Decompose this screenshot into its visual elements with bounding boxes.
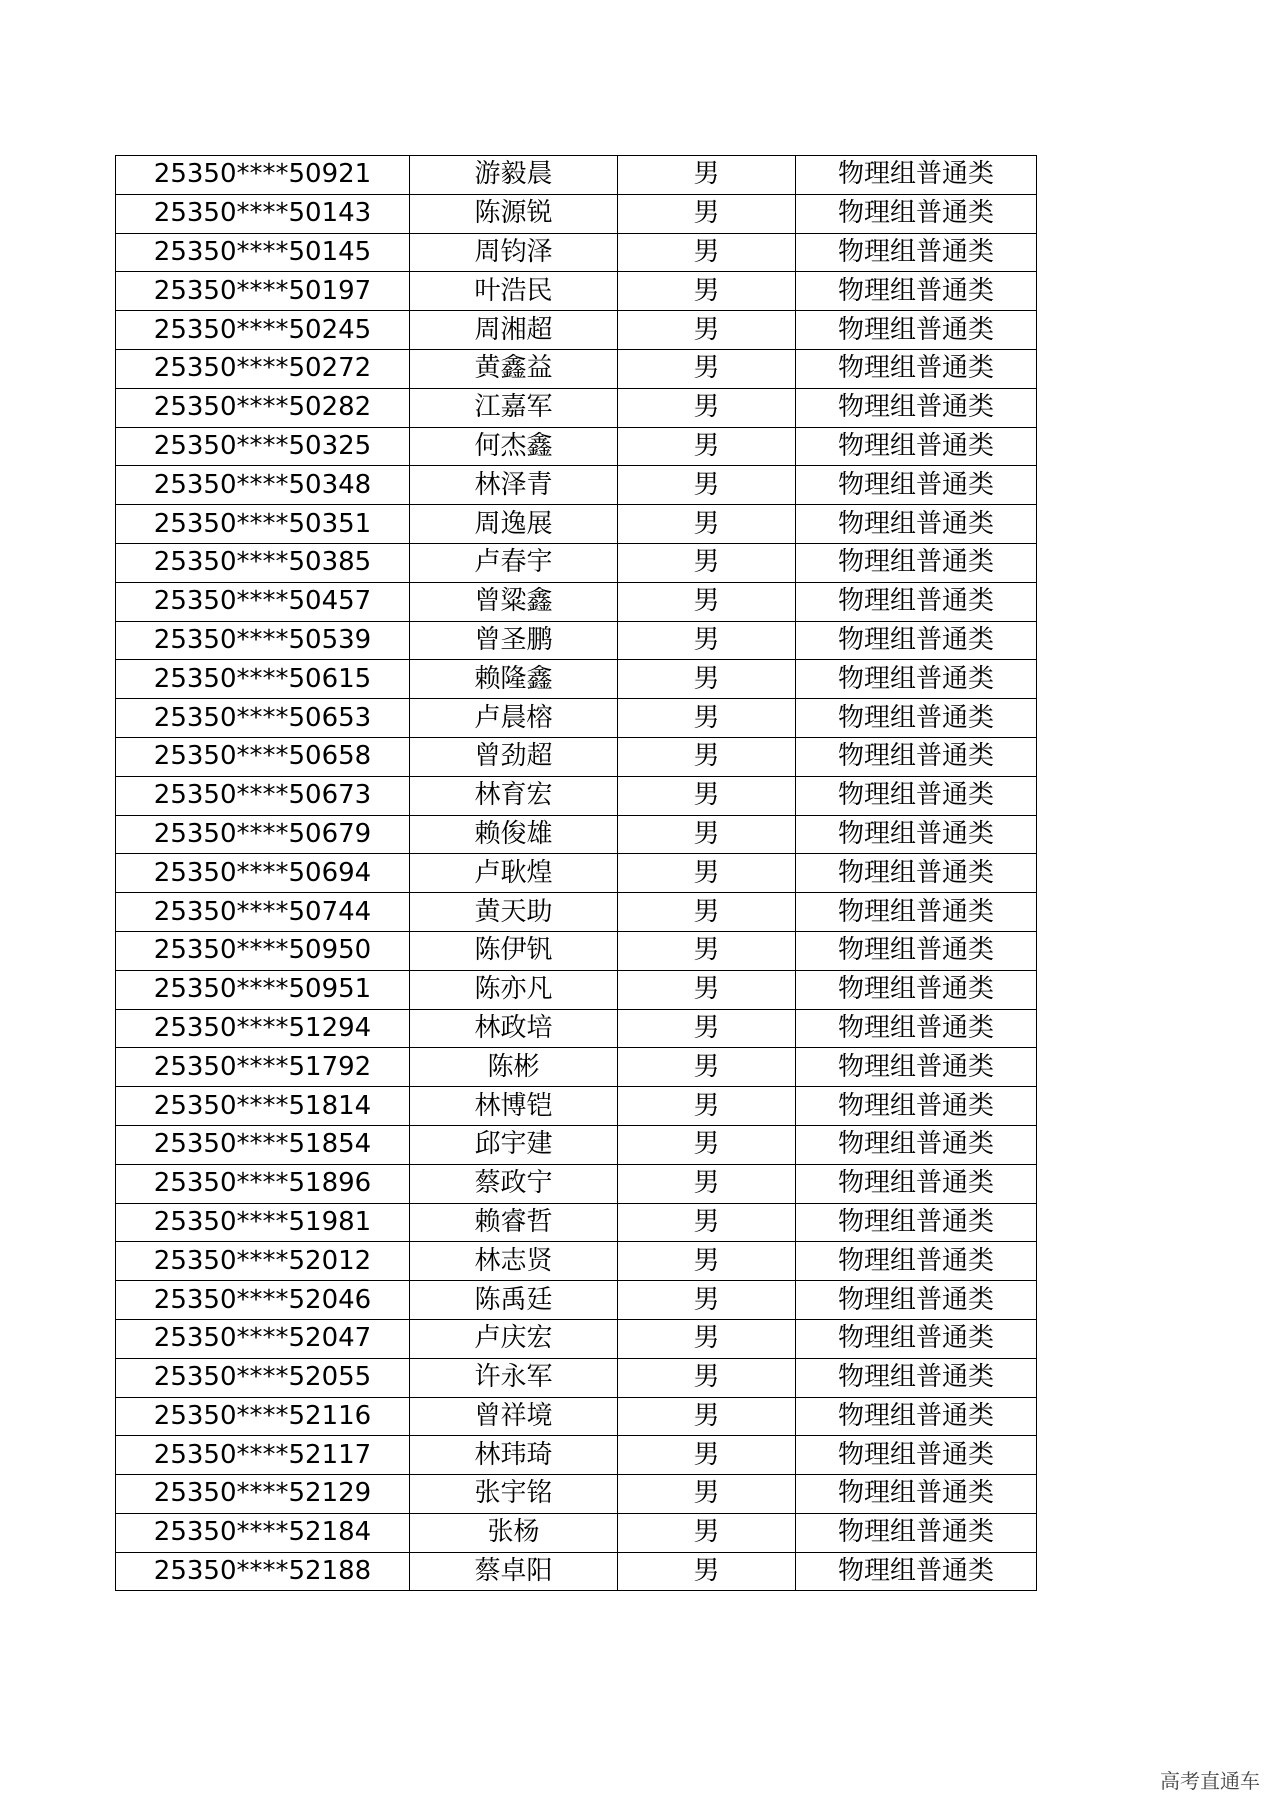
table-row: [116, 970, 1037, 1009]
exam-id-cell: 25350****52116: [116, 1397, 410, 1436]
table-row: [116, 854, 1037, 893]
category-cell: 物理组普通类: [796, 543, 1037, 582]
watermark: 高考直通车: [1160, 1769, 1260, 1793]
table-row: [116, 931, 1037, 970]
exam-id-cell: 25350****50457: [116, 582, 410, 621]
category-cell: 物理组普通类: [796, 699, 1037, 738]
table-row: [116, 1397, 1037, 1436]
student-name-cell: 周湘超: [410, 311, 618, 350]
student-name-cell: 林政培: [410, 1009, 618, 1048]
exam-id-cell: 25350****50351: [116, 505, 410, 544]
category-cell: 物理组普通类: [796, 1513, 1037, 1552]
gender-cell: 男: [618, 543, 796, 582]
category-cell: 物理组普通类: [796, 1009, 1037, 1048]
gender-cell: 男: [618, 1009, 796, 1048]
exam-id-cell: 25350****50385: [116, 543, 410, 582]
student-name-cell: 赖睿哲: [410, 1203, 618, 1242]
table-row: [116, 1436, 1037, 1475]
category-cell: 物理组普通类: [796, 194, 1037, 233]
exam-id-cell: 25350****50658: [116, 737, 410, 776]
table-row: [116, 1242, 1037, 1281]
exam-id-cell: 25350****50951: [116, 970, 410, 1009]
gender-cell: 男: [618, 582, 796, 621]
student-name-cell: 何杰鑫: [410, 427, 618, 466]
category-cell: 物理组普通类: [796, 931, 1037, 970]
roster-body: [116, 156, 1037, 1591]
gender-cell: 男: [618, 660, 796, 699]
table-row: [116, 1164, 1037, 1203]
category-cell: 物理组普通类: [796, 311, 1037, 350]
student-name-cell: 江嘉军: [410, 388, 618, 427]
student-name-cell: 陈禹廷: [410, 1281, 618, 1320]
table-row: [116, 388, 1037, 427]
gender-cell: 男: [618, 854, 796, 893]
gender-cell: 男: [618, 1281, 796, 1320]
category-cell: 物理组普通类: [796, 427, 1037, 466]
exam-id-cell: 25350****52188: [116, 1552, 410, 1591]
exam-id-cell: 25350****50143: [116, 194, 410, 233]
student-name-cell: 蔡政宁: [410, 1164, 618, 1203]
exam-id-cell: 25350****50673: [116, 776, 410, 815]
student-name-cell: 陈伊钒: [410, 931, 618, 970]
roster-table: [115, 155, 1037, 1591]
exam-id-cell: 25350****50950: [116, 931, 410, 970]
gender-cell: 男: [618, 1552, 796, 1591]
student-name-cell: 张杨: [410, 1513, 618, 1552]
gender-cell: 男: [618, 893, 796, 932]
student-name-cell: 曾祥境: [410, 1397, 618, 1436]
gender-cell: 男: [618, 737, 796, 776]
student-name-cell: 卢春宇: [410, 543, 618, 582]
table-row: [116, 194, 1037, 233]
category-cell: 物理组普通类: [796, 970, 1037, 1009]
gender-cell: 男: [618, 1203, 796, 1242]
gender-cell: 男: [618, 699, 796, 738]
gender-cell: 男: [618, 1475, 796, 1514]
category-cell: 物理组普通类: [796, 1281, 1037, 1320]
exam-id-cell: 25350****51981: [116, 1203, 410, 1242]
exam-id-cell: 25350****50679: [116, 815, 410, 854]
gender-cell: 男: [618, 776, 796, 815]
student-name-cell: 张宇铭: [410, 1475, 618, 1514]
exam-id-cell: 25350****50348: [116, 466, 410, 505]
student-name-cell: 周钧泽: [410, 233, 618, 272]
exam-id-cell: 25350****50921: [116, 156, 410, 195]
category-cell: 物理组普通类: [796, 1087, 1037, 1126]
table-row: [116, 311, 1037, 350]
category-cell: 物理组普通类: [796, 815, 1037, 854]
exam-id-cell: 25350****52046: [116, 1281, 410, 1320]
table-row: [116, 233, 1037, 272]
exam-id-cell: 25350****52047: [116, 1319, 410, 1358]
table-row: [116, 893, 1037, 932]
exam-id-cell: 25350****52055: [116, 1358, 410, 1397]
gender-cell: 男: [618, 1125, 796, 1164]
category-cell: 物理组普通类: [796, 776, 1037, 815]
exam-id-cell: 25350****50694: [116, 854, 410, 893]
table-row: [116, 505, 1037, 544]
student-name-cell: 卢耿煌: [410, 854, 618, 893]
table-row: [116, 660, 1037, 699]
table-row: [116, 737, 1037, 776]
category-cell: 物理组普通类: [796, 1125, 1037, 1164]
exam-id-cell: 25350****51792: [116, 1048, 410, 1087]
category-cell: 物理组普通类: [796, 854, 1037, 893]
exam-id-cell: 25350****52012: [116, 1242, 410, 1281]
table-row: [116, 466, 1037, 505]
gender-cell: 男: [618, 621, 796, 660]
exam-id-cell: 25350****51854: [116, 1125, 410, 1164]
student-name-cell: 周逸展: [410, 505, 618, 544]
student-name-cell: 黄天助: [410, 893, 618, 932]
gender-cell: 男: [618, 194, 796, 233]
student-name-cell: 黄鑫益: [410, 349, 618, 388]
student-name-cell: 陈源锐: [410, 194, 618, 233]
category-cell: 物理组普通类: [796, 1552, 1037, 1591]
student-name-cell: 蔡卓阳: [410, 1552, 618, 1591]
gender-cell: 男: [618, 931, 796, 970]
student-name-cell: 卢庆宏: [410, 1319, 618, 1358]
student-name-cell: 赖隆鑫: [410, 660, 618, 699]
table-row: [116, 1319, 1037, 1358]
exam-id-cell: 25350****52184: [116, 1513, 410, 1552]
category-cell: 物理组普通类: [796, 156, 1037, 195]
table-row: [116, 1552, 1037, 1591]
category-cell: 物理组普通类: [796, 660, 1037, 699]
category-cell: 物理组普通类: [796, 893, 1037, 932]
student-name-cell: 邱宇建: [410, 1125, 618, 1164]
student-name-cell: 许永军: [410, 1358, 618, 1397]
category-cell: 物理组普通类: [796, 388, 1037, 427]
table-row: [116, 815, 1037, 854]
category-cell: 物理组普通类: [796, 1475, 1037, 1514]
gender-cell: 男: [618, 1242, 796, 1281]
category-cell: 物理组普通类: [796, 737, 1037, 776]
table-row: [116, 776, 1037, 815]
table-row: [116, 1281, 1037, 1320]
category-cell: 物理组普通类: [796, 621, 1037, 660]
gender-cell: 男: [618, 505, 796, 544]
exam-id-cell: 25350****50272: [116, 349, 410, 388]
student-name-cell: 陈亦凡: [410, 970, 618, 1009]
gender-cell: 男: [618, 1087, 796, 1126]
gender-cell: 男: [618, 970, 796, 1009]
category-cell: 物理组普通类: [796, 505, 1037, 544]
gender-cell: 男: [618, 466, 796, 505]
table-row: [116, 1009, 1037, 1048]
gender-cell: 男: [618, 1164, 796, 1203]
exam-id-cell: 25350****50197: [116, 272, 410, 311]
category-cell: 物理组普通类: [796, 233, 1037, 272]
table-row: [116, 1203, 1037, 1242]
exam-id-cell: 25350****50615: [116, 660, 410, 699]
exam-id-cell: 25350****51814: [116, 1087, 410, 1126]
gender-cell: 男: [618, 1397, 796, 1436]
exam-id-cell: 25350****50245: [116, 311, 410, 350]
exam-id-cell: 25350****50539: [116, 621, 410, 660]
table-row: [116, 349, 1037, 388]
exam-id-cell: 25350****50653: [116, 699, 410, 738]
exam-id-cell: 25350****52117: [116, 1436, 410, 1475]
student-name-cell: 卢晨榕: [410, 699, 618, 738]
table-row: [116, 543, 1037, 582]
category-cell: 物理组普通类: [796, 1358, 1037, 1397]
student-name-cell: 陈彬: [410, 1048, 618, 1087]
table-row: [116, 1087, 1037, 1126]
category-cell: 物理组普通类: [796, 1164, 1037, 1203]
table-row: [116, 1358, 1037, 1397]
student-name-cell: 林志贤: [410, 1242, 618, 1281]
exam-id-cell: 25350****51294: [116, 1009, 410, 1048]
student-name-cell: 曾圣鹏: [410, 621, 618, 660]
table-row: [116, 272, 1037, 311]
exam-id-cell: 25350****50145: [116, 233, 410, 272]
gender-cell: 男: [618, 427, 796, 466]
student-name-cell: 林博铠: [410, 1087, 618, 1126]
gender-cell: 男: [618, 233, 796, 272]
table-row: [116, 1475, 1037, 1514]
table-row: [116, 1125, 1037, 1164]
category-cell: 物理组普通类: [796, 582, 1037, 621]
table-row: [116, 621, 1037, 660]
table-row: [116, 156, 1037, 195]
category-cell: 物理组普通类: [796, 1048, 1037, 1087]
student-name-cell: 曾粱鑫: [410, 582, 618, 621]
exam-id-cell: 25350****51896: [116, 1164, 410, 1203]
category-cell: 物理组普通类: [796, 1203, 1037, 1242]
student-name-cell: 林泽青: [410, 466, 618, 505]
table-row: [116, 582, 1037, 621]
gender-cell: 男: [618, 1319, 796, 1358]
gender-cell: 男: [618, 311, 796, 350]
student-name-cell: 林玮琦: [410, 1436, 618, 1475]
category-cell: 物理组普通类: [796, 1397, 1037, 1436]
gender-cell: 男: [618, 1436, 796, 1475]
student-name-cell: 游毅晨: [410, 156, 618, 195]
category-cell: 物理组普通类: [796, 1242, 1037, 1281]
gender-cell: 男: [618, 388, 796, 427]
exam-id-cell: 25350****52129: [116, 1475, 410, 1514]
table-row: [116, 1513, 1037, 1552]
category-cell: 物理组普通类: [796, 349, 1037, 388]
category-cell: 物理组普通类: [796, 272, 1037, 311]
student-name-cell: 叶浩民: [410, 272, 618, 311]
category-cell: 物理组普通类: [796, 1436, 1037, 1475]
exam-id-cell: 25350****50325: [116, 427, 410, 466]
gender-cell: 男: [618, 815, 796, 854]
category-cell: 物理组普通类: [796, 1319, 1037, 1358]
student-name-cell: 赖俊雄: [410, 815, 618, 854]
gender-cell: 男: [618, 1048, 796, 1087]
table-row: [116, 1048, 1037, 1087]
gender-cell: 男: [618, 1513, 796, 1552]
student-name-cell: 曾劲超: [410, 737, 618, 776]
gender-cell: 男: [618, 349, 796, 388]
gender-cell: 男: [618, 1358, 796, 1397]
table-row: [116, 699, 1037, 738]
exam-id-cell: 25350****50282: [116, 388, 410, 427]
exam-id-cell: 25350****50744: [116, 893, 410, 932]
student-name-cell: 林育宏: [410, 776, 618, 815]
gender-cell: 男: [618, 156, 796, 195]
table-row: [116, 427, 1037, 466]
gender-cell: 男: [618, 272, 796, 311]
category-cell: 物理组普通类: [796, 466, 1037, 505]
